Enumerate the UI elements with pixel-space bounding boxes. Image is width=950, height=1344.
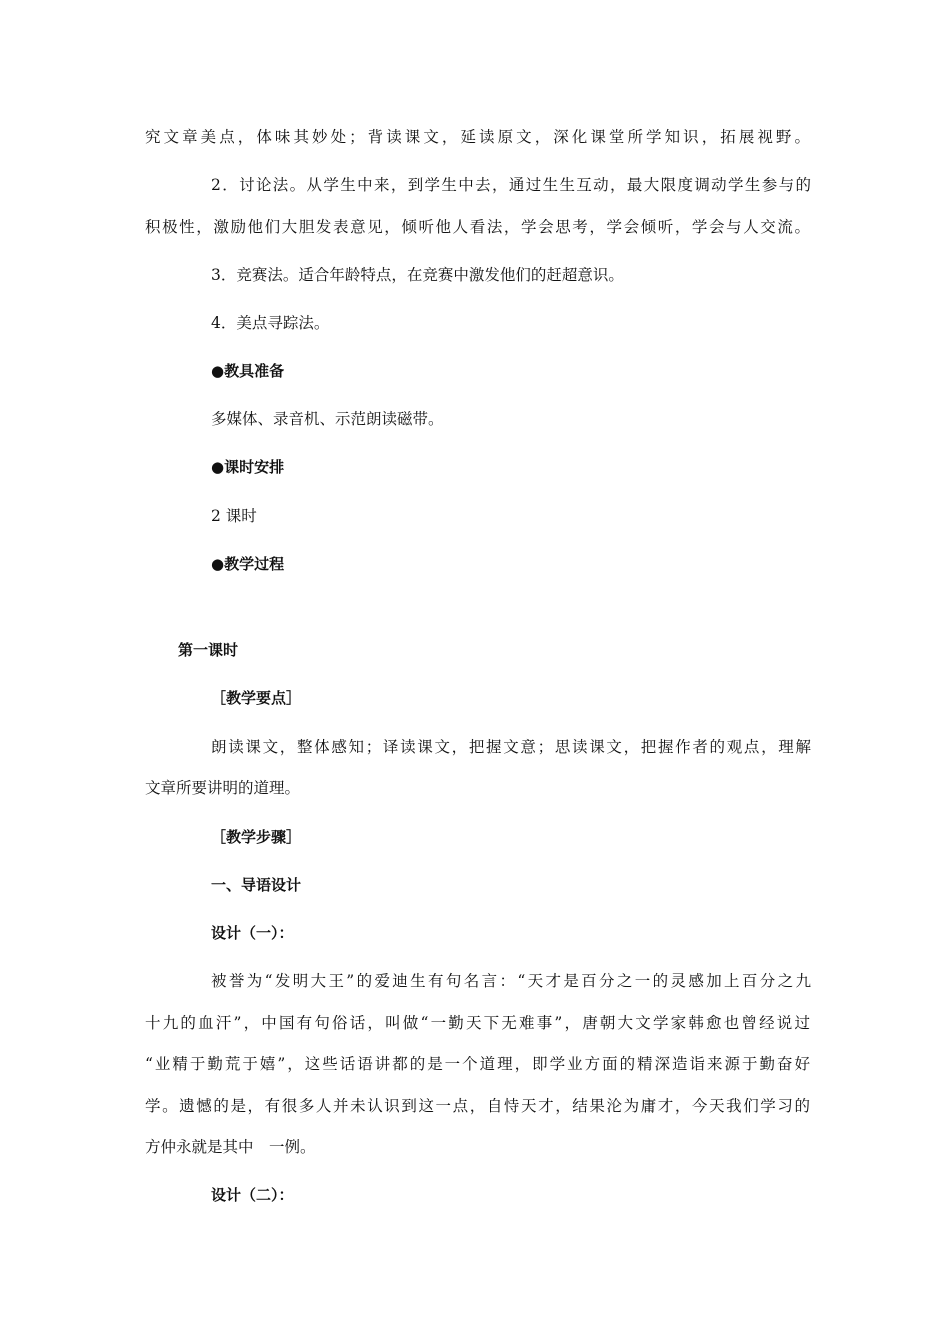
paragraph-line: 2 课时	[211, 507, 257, 525]
paragraph-line: 方仲永就是其中 一例。	[145, 1138, 316, 1156]
paragraph-line: 积极性，激励他们大胆发表意见，倾听他人看法，学会思考，学会倾听，学会与人交流。	[145, 218, 810, 236]
design-heading-1: 设计（一）：	[211, 924, 294, 942]
paragraph-line: 被誉为“发明大王”的爱迪生有句名言：“天才是百分之一的灵感加上百分之九	[211, 972, 811, 990]
step-heading: 一、导语设计	[211, 876, 302, 894]
paragraph-line: 3．竞赛法。适合年龄特点，在竞赛中激发他们的赶超意识。	[211, 266, 624, 284]
paragraph-line: 学。遗憾的是，有很多人并未认识到这一点，自恃天才，结果沦为庸才，今天我们学习的	[145, 1097, 810, 1115]
paragraph-line: 朗读课文，整体感知；译读课文，把握文意；思读课文，把握作者的观点，理解	[211, 738, 811, 756]
paragraph-line: 多媒体、录音机、示范朗读磁带。	[211, 410, 444, 428]
paragraph-line: 十九的血汗”，中国有句俗话，叫做“一勤天下无难事”，唐朝大文学家韩愈也曾经说过	[145, 1014, 810, 1032]
paragraph-line: 究文章美点，体味其妙处；背读课文，延读原文，深化课堂所学知识，拓展视野。	[145, 128, 810, 146]
paragraph-line: “业精于勤荒于嬉”，这些话语讲都的是一个道理，即学业方面的精深造诣来源于勤奋好	[145, 1055, 810, 1073]
paragraph-line: 2．讨论法。从学生中来，到学生中去，通过生生互动，最大限度调动学生参与的	[211, 176, 811, 194]
subheading-steps: ［教学步骤］	[211, 828, 302, 846]
paragraph-line: 4．美点寻踪法。	[211, 314, 330, 332]
design-heading-2: 设计（二）：	[211, 1186, 294, 1204]
section-heading-tools: ●教具准备	[211, 362, 285, 380]
paragraph-line: 文章所要讲明的道理。	[145, 779, 301, 797]
lesson-title: 第一课时	[178, 641, 239, 659]
section-heading-schedule: ●课时安排	[211, 458, 285, 476]
section-heading-process: ●教学过程	[211, 555, 285, 573]
subheading-points: ［教学要点］	[211, 689, 302, 707]
